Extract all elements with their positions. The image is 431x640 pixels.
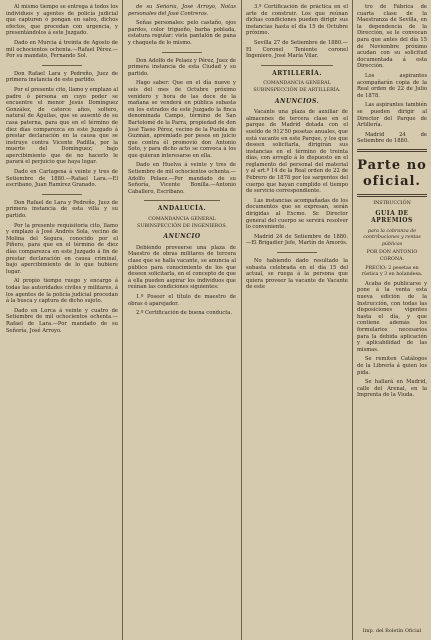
- paragraph: Vacante una plaza de auxiliar de almacenes de tercera clase en el parque de Madrid dotada con el sueldo de 912'50 pesetas anuales, que está vacante en este Parque, y los que deseen solicitarla, dirigirán sus instancias en el término de treinta días, con arreglo á lo dispuesto en el reglamento del personal del material y al art.º 14 de la Real orden de 22 de Febrero de 1878 por los sargentos del cuerpo que hayan cumplido el tiempo de servicio correspondiente.: [246, 109, 348, 195]
- paragraph: 3.º Certificación de práctica en el arte de construir. Los que reúnan dichas condiciones pueden dirigir sus instancias hasta el día 15 de Octubre próximo.: [246, 4, 348, 37]
- paragraph: Los aspirantes acompañarán copia de la Real orden de 22 de Julio de 1878.: [357, 72, 427, 99]
- paragraph: Las instancias acompañadas de los documentos que se expresan, serán dirigidas al Excmo. Sr. Director general del cuerpo se servirá resolver lo conveniente.: [246, 197, 348, 231]
- paragraph: Dado en Huelva á veinte y tres de Setiembre de mil ochocientos ochenta.—Adolfo Pelaez.—Por mandado de su Señoría, Vicente Bonilla.—Antonio Caballero, Escribano.: [128, 162, 236, 195]
- divider: [42, 194, 82, 195]
- paragraph: Señas personales: pelo castaño, ojos pardos, color trigueño, barba poblada, estatura regular; viste pantalón de pana y chaqueta de lo mismo.: [128, 20, 236, 46]
- paragraph: de su Señoría, José Arroyo, Notas personales del José Contreras.: [128, 4, 236, 17]
- section-subheading: para la cobranza de contribuciones y rentas públicas: [363, 228, 421, 247]
- paragraph: Debiendo proveerse una plaza de Maestro de obras militares de tercera clase que se halla vacante, se anuncia al público para conocimiento de los que deseen solicitarla, en el concepto de que á ella pueden aspirar los individuos que reúnan las condiciones siguientes:: [128, 244, 236, 291]
- paragraph: Al propio tiempo ruego y encargo á todas las autoridades civiles y militares, á los agentes de la policía judicial procedan á la busca y captura de dicho sujeto.: [6, 278, 118, 305]
- paragraph: Por el presente cito, llamo y emplazo al padre ó persona en cuyo poder se encuentre el menor Jesús Domínguez González, de catorce años, soltero, natural de Águilas, que se ausentó de su casa paterna, para que en el término de diez días comparezca en este Juzgado á prestar declaración en la causa que se instruye contra Vicente Padilla, por la muerte del Domínguez; bajo apercibimiento que de no hacerlo le parará el perjuicio que haya lugar.: [6, 86, 118, 166]
- section-title: Parte no oficial.: [357, 157, 427, 189]
- paragraph: Al mismo tiempo se entrega á todos los individuos y agentes de policía judicial que capturen ó pongan en salvo, dichos efectos, que procedan con urgencia, y presentándolos á este Juzgado.: [6, 4, 118, 37]
- section-heading: ARTILLERÍA.: [272, 69, 322, 77]
- imprint-line: Imp. del Boletín Oficial: [362, 628, 422, 634]
- divider: [162, 52, 202, 53]
- paragraph: Dado en Lorca á veinte y cuatro de Setiembre de mil ochocientos ochenta.—Rafael de Lara.—Por mandado de su Señoría, José Arroyo.: [6, 307, 118, 334]
- divider: [144, 200, 220, 201]
- paragraph: Dado en Murcia á treinta de Agosto de mil ochocientos ochenta.—Rafael Pérez.—Por su mandato, Fernando Sol.: [6, 39, 118, 60]
- divider: [277, 252, 317, 253]
- paragraph: Por la presente requisitoria cito, llamo y emplazo á José Andrés Sola, vecino de Molina del Segura, conocido por el Piñero, para que en el término de diez días comparezca en este Juzgado á fin de prestar declaración en causa criminal, bajo apercibimiento de lo que hubiere lugar.: [6, 222, 118, 275]
- column-3: [246, 4, 348, 636]
- divider: [261, 65, 332, 66]
- paragraph: Las aspirantes también se pueden dirigir al Director del Parque de Artillería.: [357, 102, 427, 129]
- section-subheading: INSTRUCCIÓN: [373, 200, 411, 206]
- price-line: PRECIO: 2 pesetas en rústica y 3 en holandesa.: [361, 265, 423, 278]
- paragraph: Don Rafael de Lara y Pedreño, Juez de primera instancia de esta villa y su partido.: [6, 199, 118, 220]
- section-heading: ANDALUCÍA.: [157, 205, 207, 213]
- paragraph: Hago saber: Que en el día nueve y seis del mes de Octubre próximo venidero y hora de las doce de la mañana se venderá en pública subasta en los estrados de este Juzgado la finca denominada Campo, término de San Bartolomé de la Parra, propiedad de don José Tasso Pérez, vecino de la Puebla de Guzmán, apremiado por pesos en juicio que contra él promovió don Antonio Soto, y para dicho acto se convoca á los que quieran interesarse en ella.: [128, 80, 236, 159]
- paragraph: Se remiten Catálogos de la Librería á quien los pida.: [357, 356, 427, 376]
- section-subheading: COMANDANCIA GENERAL SUBINSPECCIÓN DE ARTILLERÍA.: [253, 81, 341, 93]
- divider: [42, 65, 82, 66]
- paragraph: Don Adolfo de Pelaez y Pérez, Juez de primera instancia de esta Ciudad y su partido.: [128, 57, 236, 77]
- paragraph: 1.º Poseer el título de maestro de obras ó aparejador.: [128, 293, 236, 307]
- section-subheading: COMANDANCIA GENERAL SUBINSPECCIÓN DE INGENIEROS.: [137, 217, 227, 229]
- section-heading: ANUNCIOS.: [274, 97, 320, 105]
- paragraph: Madrid 24 de Setiembre de 1880.—El Brigadier Jefe, Martín de Amorós.: [246, 233, 348, 247]
- author-line: POR DON ANTONIO CORONA.: [366, 250, 418, 263]
- paragraph: Se hallará en Madrid, calle del Arenal, en la Imprenta de la Viuda.: [357, 379, 427, 399]
- paragraph: Don Rafael Lara y Pedreño, Juez de primera instancia de este partido.: [6, 70, 118, 84]
- double-rule: [357, 149, 427, 152]
- paragraph: Madrid 24 de Setiembre de 1880.: [357, 131, 427, 145]
- paragraph: No habiendo dado resultado la subasta celebrada en el día 15 del actual, se ruega á la persona que quiera proveer la vacante de Vacante de este: [246, 258, 348, 291]
- paragraph: Dado en Cartagena á veinte y tres de Setiembre de 1880.—Rafael Lara.—El escribano, Juan Ramírez Granado.: [6, 169, 118, 189]
- column-rule: [352, 0, 353, 640]
- double-rule: [357, 194, 427, 197]
- section-heading: ANUNCIO: [163, 233, 201, 241]
- column-4: [357, 4, 427, 636]
- paragraph: 2.º Certificación de buena conducta.: [136, 310, 233, 317]
- paragraph: Sevilla 27 de Setiembre de 1880.—El Coronel Teniente coronel Ingeniero, José María Vilar.: [246, 39, 348, 60]
- paragraph: Acaba de publicarse y pone á la venta esta nueva edición de la Instrucción, con todas las disposiciones vigentes hasta el día, y que contiene además los formularios necesarios para la debida aplicación y aplicabilidad de las mismas.: [357, 280, 427, 353]
- column-2: [128, 4, 236, 636]
- section-heading: GUIA DE APREMIOS: [371, 210, 413, 225]
- column-rule: [122, 0, 123, 640]
- column-1: [6, 4, 118, 636]
- column-rule: [241, 0, 242, 640]
- paragraph: tro de Fábrica de cuarta clase de la Maestranza de Sevilla, en la dependencia de la Dirección, se le convocan para que antes del día 15 de Noviembre próximo acudan con su solicitud documentada á esta Dirección.: [357, 4, 427, 70]
